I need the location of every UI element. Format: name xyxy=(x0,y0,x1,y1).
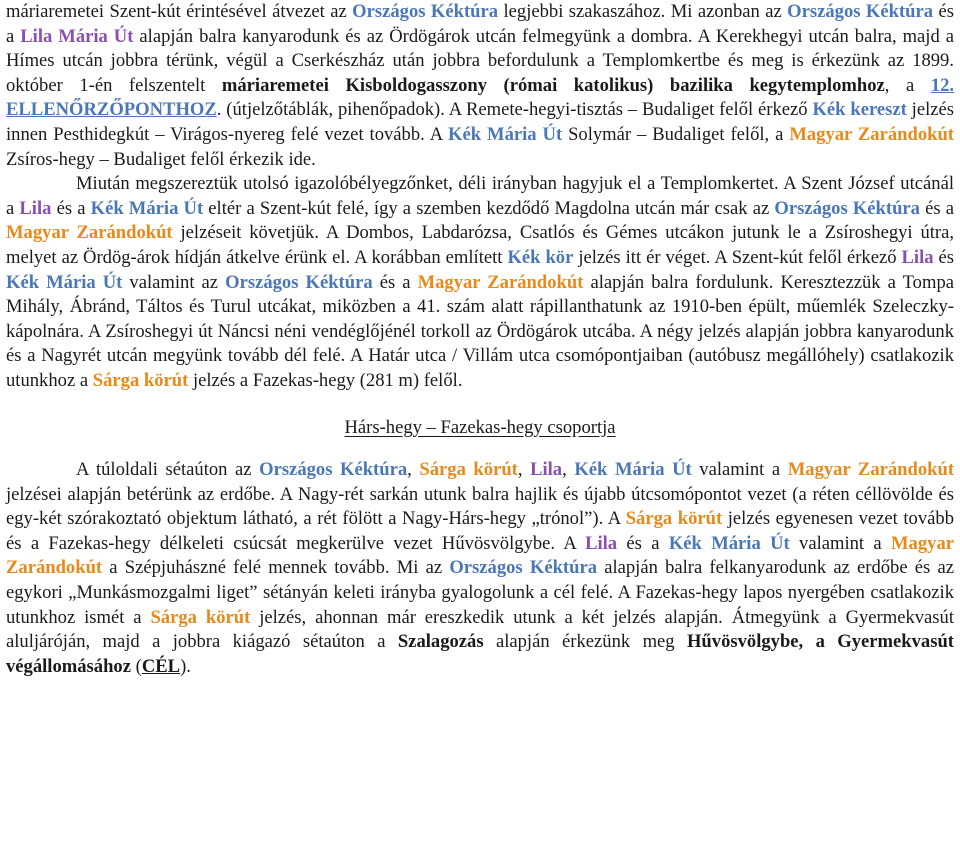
text-run: máriaremetei Szent-kút érintésével átvezet az xyxy=(6,1,353,22)
trail-national-blue: Országos Kéktúra xyxy=(352,1,499,22)
trail-national-blue: Országos Kéktúra xyxy=(259,459,408,481)
trail-purple: Lila xyxy=(530,459,563,481)
trail-pilgrim-way: Magyar Zarándokút xyxy=(789,123,954,145)
text-run: Solymár – Budaliget felől, a xyxy=(562,123,790,145)
trail-yellow-ring: Sárga körút xyxy=(625,508,723,530)
text-run: jelzéseit követjük. A Dombos, Labdarózsa, Csatlós és Gémes utcákon jutunk le a Zsíroshegyi útra, melyet az Ördög-árok hídján átkelve érünk el. A korábban említett xyxy=(6,222,955,268)
trail-national-blue: Országos Kéktúra xyxy=(449,557,597,579)
trail-purple: Lila xyxy=(585,532,618,554)
paragraph-route-to-finish xyxy=(6,458,954,679)
text-run: valamint a xyxy=(789,532,891,554)
text-run: Zsíros-hegy – Budaliget felől érkezik ide. xyxy=(6,148,316,170)
text-run: és xyxy=(933,246,954,268)
text-run: , xyxy=(517,459,531,481)
trail-pilgrim-way: Magyar Zarándokút xyxy=(417,271,584,293)
text-run: alapján balra kanyarodunk és az Ördögárok utcán felmegyünk a dombra. A Kerekhegyi utcán balra, majd a Hímes utcán jobbra térünk, végül a Cserkészház után jobbra befordulunk a Templomkertbe és meg is érkezünk az 1899. október 1-én felszentelt xyxy=(6,25,955,96)
text-run: jelzései alapján betérünk az erdőbe. A Nagy-rét sarkán utunk balra hajlik és újabb útcsomópontot vezet (a réten céllövölde és egy-két szórakoztató objektum látható, a rét fölött a Nagy-Hárs-hegy „trónol”). A xyxy=(6,483,954,530)
trail-national-blue: Országos Kéktúra xyxy=(774,197,920,219)
text-run: eltér a Szent-kút felé, így a szemben kezdődő Magdolna utcán már csak az xyxy=(203,197,775,219)
text-run: , a xyxy=(884,74,931,96)
trail-yellow-ring: Sárga körút xyxy=(92,369,189,391)
ribbon-marking: Szalagozás xyxy=(397,631,484,653)
text-run: jelzés egyenesen vezet tovább és a Fazekas-hegy délkeleti csúcsát megkerülve vezet Hűvösvölgybe. A xyxy=(6,508,954,554)
text-run: és a xyxy=(919,197,955,219)
text-run: és a xyxy=(6,1,954,47)
trail-blue-circle: Kék kör xyxy=(507,246,574,268)
text-run: A túloldali sétaúton az xyxy=(76,459,260,481)
trail-national-blue: Országos Kéktúra xyxy=(225,271,373,293)
text-run: jelzés itt ér véget. A Szent-kút felől érkező xyxy=(573,246,902,268)
trail-blue-mary-way: Kék Mária Út xyxy=(90,197,204,219)
paragraph-route-to-fazekas-hegy xyxy=(6,172,954,393)
text-run: . (útjelzőtáblák, pihenőpadok). A Remete-hegyi-tisztás – Budaliget felől érkező xyxy=(216,99,813,121)
section-heading: Hárs-hegy – Fazekas-hegy csoportja xyxy=(344,416,616,438)
text-run: legjebbi szakaszához. Mi azonban az xyxy=(498,1,788,22)
text-run: jelzés a Fazekas-hegy (281 m) felől. xyxy=(188,369,463,391)
spacer xyxy=(6,440,954,458)
finish-label: CÉL xyxy=(141,655,181,677)
text-run: jelzés innen Pesthidegkút – Virágos-nyereg felé vezet tovább. A xyxy=(6,99,954,145)
trail-yellow-ring: Sárga körút xyxy=(419,459,518,481)
text-run: és a xyxy=(51,197,91,219)
text-run: valamint az xyxy=(122,271,226,293)
text-run: Miután megszereztük utolsó igazolóbélyegzőnket, déli irányban hagyjuk el a Templomkertet. A Szent József utcánál a xyxy=(6,173,954,219)
trail-blue-mary-way: Kék Mária Út xyxy=(574,459,692,481)
finish-location: Hűvösvölgybe, a Gyermekvasút végállomásához xyxy=(6,631,954,677)
trail-purple: Lila xyxy=(901,246,934,268)
basilica-name: máriaremetei Kisboldogasszony (római katolikus) bazilika kegytemplomhoz xyxy=(221,74,885,96)
trail-purple-mary-way: Lila Mária Út xyxy=(20,25,134,47)
trail-pilgrim-way: Magyar Zarándokút xyxy=(6,222,173,244)
text-run: és a xyxy=(617,532,669,554)
text-run: jelzés, ahonnan már ereszkedik utunk a két jelzés alapján. Átmegyünk a Gyermekvasút aluljáróján, majd a jobbra kiágazó sétaúton a xyxy=(6,606,955,653)
text-run: , xyxy=(562,459,575,481)
text-run: ). xyxy=(180,655,191,677)
text-run: alapján balra felkanyarodunk az erdőbe és az egykori „Munkásmozgalmi liget” sétányán keleti irányba gyalogolunk a cél felé. A Fazekas-hegy lapos nyergében csatlakozik utunkhoz ismét a xyxy=(6,557,954,628)
trail-blue-mary-way: Kék Mária Út xyxy=(6,271,123,293)
trail-pilgrim-way: Magyar Zarándokút xyxy=(6,532,954,579)
text-run: ( xyxy=(130,655,142,677)
trail-blue-cross: Kék kereszt xyxy=(812,99,907,121)
checkpoint-12-label: 12. ELLENŐRZŐPONTHOZ xyxy=(6,74,955,121)
text-run: és a xyxy=(372,271,418,293)
trail-blue-mary-way: Kék Mária Út xyxy=(448,123,563,145)
text-run: a Szépjuhászné felé mennek tovább. Mi az xyxy=(102,557,450,579)
trail-blue-mary-way: Kék Mária Út xyxy=(668,532,790,554)
spacer xyxy=(6,394,954,416)
trail-national-blue: Országos Kéktúra xyxy=(787,1,934,22)
trail-yellow-ring: Sárga körút xyxy=(150,606,251,628)
trail-pilgrim-way: Magyar Zarándokút xyxy=(787,459,955,481)
text-run: alapján balra fordulunk. Keresztezzük a Tompa Mihály, Ábránd, Táltos és Turul utcákat, miközben a 41. szám alatt rápillanthatunk az 1910-ben épült, műemlék Szeleczky-kápolnára. A Zsíroshegyi út Náncsi néni vendéglőjénél torkoll az Ördögárok utcába. A négy jelzés alapján jobbra kanyarodunk és a Nagyrét utcán megyünk tovább dél felé. A Határ utca / Villám utca csomópontjaiban (autóbusz megállóhely) csatlakozik utunkhoz a xyxy=(6,271,954,391)
text-run: valamint a xyxy=(691,459,788,481)
text-run: , xyxy=(407,459,420,481)
paragraph-route-to-checkpoint-12 xyxy=(6,0,954,172)
text-run: alapján érkezünk meg xyxy=(483,631,687,653)
trail-purple: Lila xyxy=(19,197,52,219)
